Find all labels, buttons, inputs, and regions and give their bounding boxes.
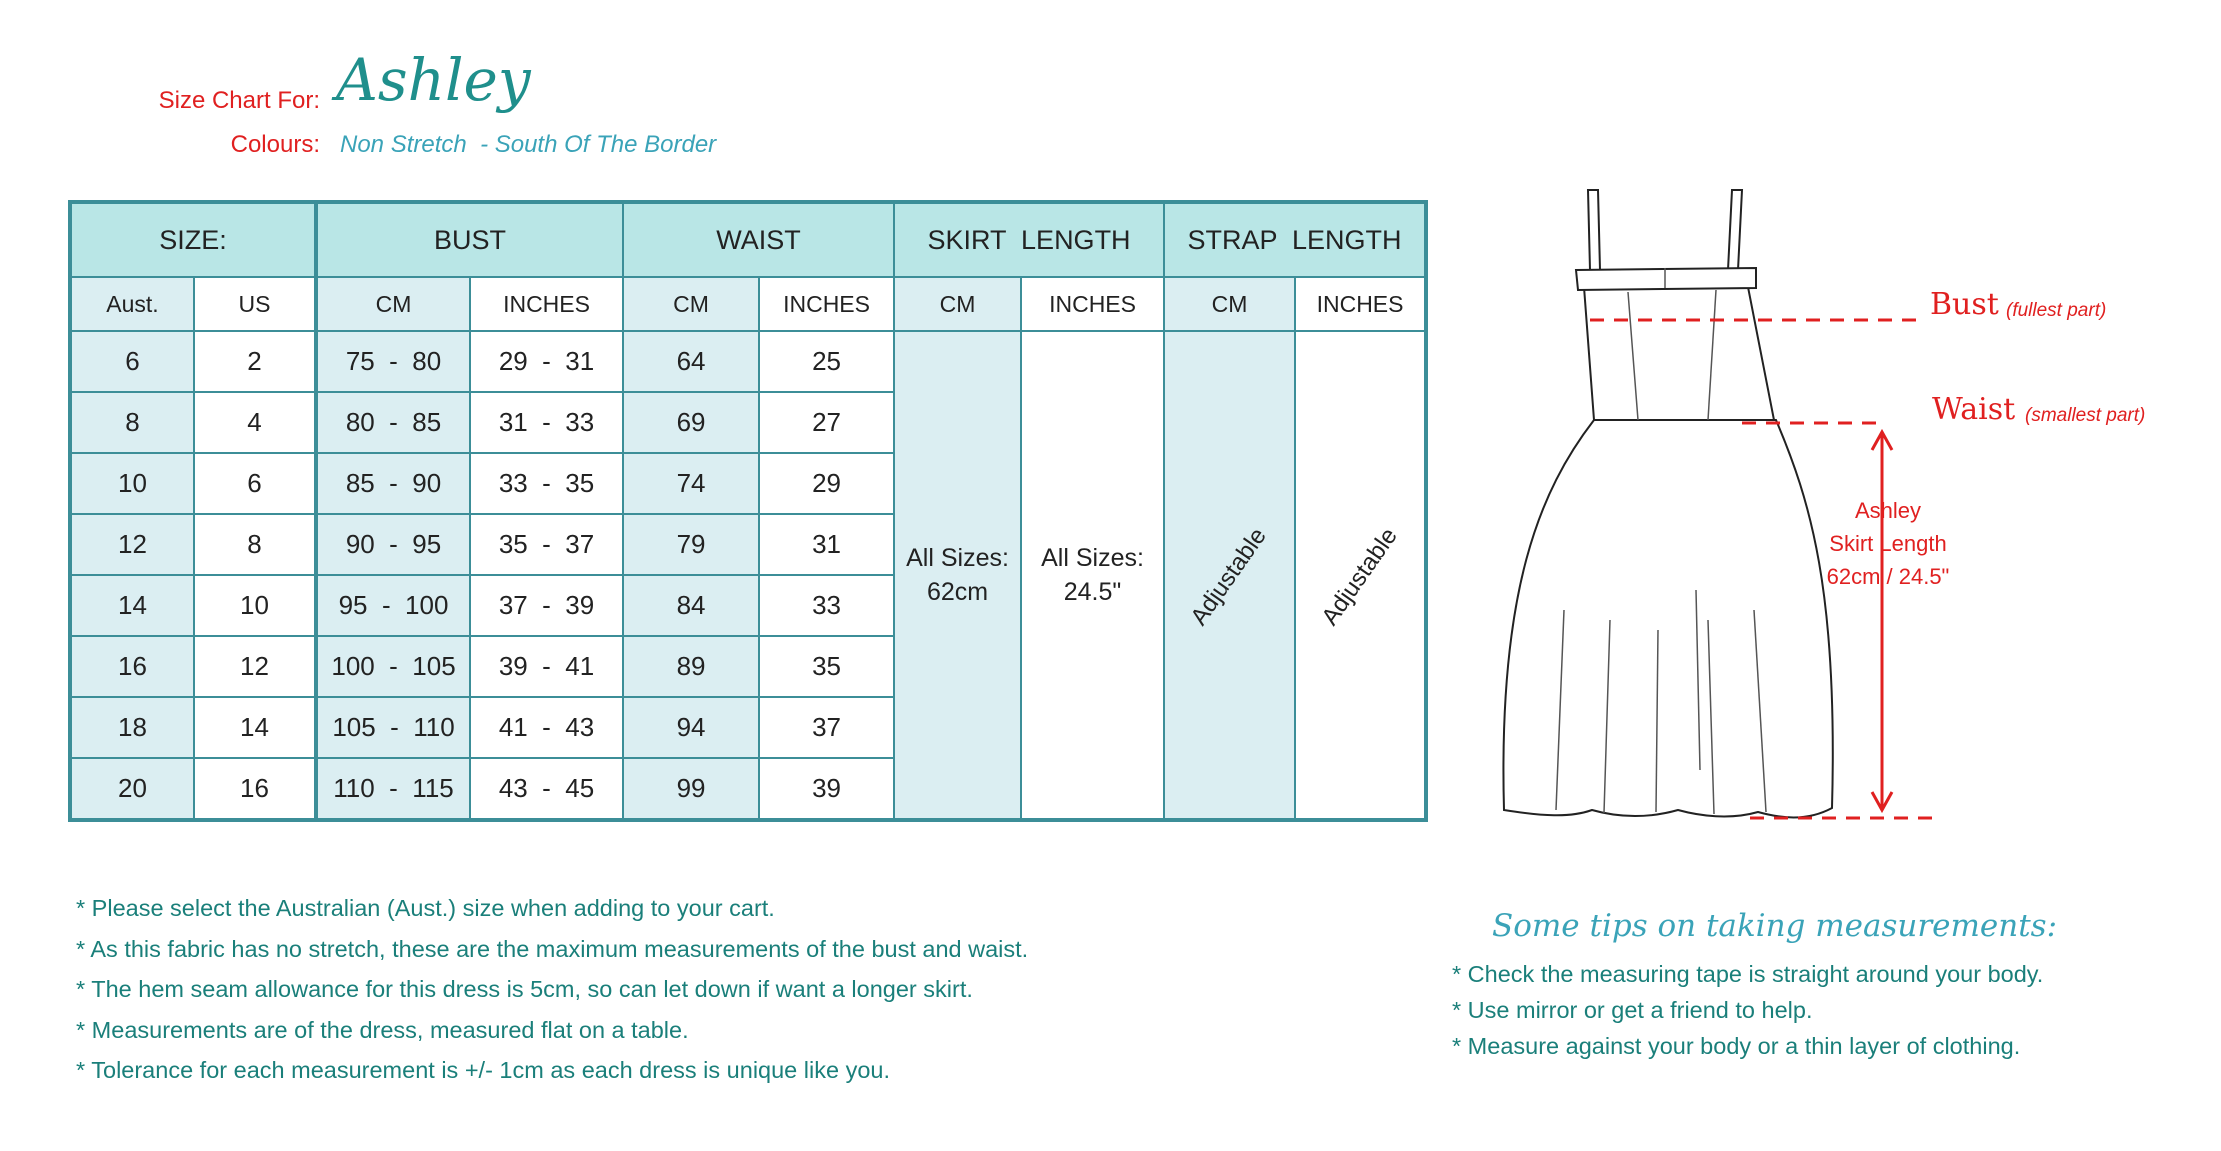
- bust-band: [1576, 268, 1756, 290]
- cell-bust-cm: 90 - 95: [316, 514, 470, 575]
- colours-value: Non Stretch - South Of The Border: [340, 131, 717, 158]
- right-strap: [1728, 190, 1742, 270]
- skirt-note-line2: Skirt Length: [1829, 531, 1947, 556]
- cell-waist-cm: 69: [623, 392, 759, 453]
- waist-sub-label: (smallest part): [2025, 405, 2146, 426]
- skirt-note-line3: 62cm / 24.5": [1826, 564, 1950, 589]
- note-item: * Measurements are of the dress, measured flat on a table.: [76, 1016, 689, 1043]
- note-item: * As this fabric has no stretch, these are the maximum measurements of the bust and waist.: [76, 935, 1029, 962]
- cell-aust: 12: [70, 514, 194, 575]
- cell-waist-cm: 74: [623, 453, 759, 514]
- dress-bodice: [1584, 287, 1774, 420]
- cell-us: 2: [194, 331, 316, 392]
- subheader-bust-cm: CM: [316, 277, 470, 331]
- tips-title: Some tips on taking measurements:: [1492, 908, 2058, 944]
- cell-bust-inches: 29 - 31: [470, 331, 623, 392]
- skirt-inches-cell: [1021, 331, 1164, 820]
- cell-waist-cm: 84: [623, 575, 759, 636]
- subheader-strap-cm: CM: [1164, 277, 1295, 331]
- skirt-note-line1: Ashley: [1854, 498, 1922, 523]
- cell-aust: 20: [70, 758, 194, 820]
- note-item: * Please select the Australian (Aust.) size when adding to your cart.: [76, 895, 775, 921]
- cell-bust-cm: 95 - 100: [316, 575, 470, 636]
- cell-us: 16: [194, 758, 316, 820]
- size-chart-label: Size Chart For:: [158, 87, 320, 114]
- skirt-cm-line2: 62cm: [926, 578, 989, 606]
- tips-list: [1452, 956, 2043, 1064]
- notes-list: [76, 888, 1028, 1091]
- cell-bust-cm: 105 - 110: [316, 697, 470, 758]
- cell-us: 10: [194, 575, 316, 636]
- cell-us: 14: [194, 697, 316, 758]
- cell-bust-cm: 80 - 85: [316, 392, 470, 453]
- cell-bust-inches: 31 - 33: [470, 392, 623, 453]
- cell-waist-inches: 27: [759, 392, 894, 453]
- cell-waist-inches: 33: [759, 575, 894, 636]
- cell-aust: 6: [70, 331, 194, 392]
- strap-cm-cell: [1164, 331, 1295, 820]
- cell-aust: 18: [70, 697, 194, 758]
- cell-aust: 10: [70, 453, 194, 514]
- bust-sub-label: (fullest part): [2006, 300, 2107, 321]
- note-item: * The hem seam allowance for this dress is 5cm, so can let down if want a longer skirt.: [76, 976, 973, 1002]
- subheader-skirt-cm: CM: [894, 277, 1021, 331]
- product-name: Ashley: [336, 46, 531, 114]
- cell-us: 8: [194, 514, 316, 575]
- cell-waist-cm: 99: [623, 758, 759, 820]
- strap-inches-cell: [1295, 331, 1426, 820]
- strap-inches-value: Adjustable: [1316, 522, 1403, 630]
- cell-waist-cm: 79: [623, 514, 759, 575]
- cell-waist-inches: 35: [759, 636, 894, 697]
- left-strap: [1588, 190, 1600, 270]
- skirt-length-note: [1788, 494, 1988, 593]
- group-header-row: [70, 202, 1426, 277]
- cell-aust: 8: [70, 392, 194, 453]
- colours-label: Colours:: [230, 131, 320, 158]
- subheader-skirt-inches: INCHES: [1021, 277, 1164, 331]
- cell-bust-inches: 35 - 37: [470, 514, 623, 575]
- cell-waist-inches: 25: [759, 331, 894, 392]
- cell-waist-cm: 64: [623, 331, 759, 392]
- tip-item: * Use mirror or get a friend to help.: [1452, 997, 1813, 1023]
- tip-item: * Check the measuring tape is straight around your body.: [1452, 961, 2044, 987]
- cell-bust-inches: 33 - 35: [470, 453, 623, 514]
- cell-bust-inches: 39 - 41: [470, 636, 623, 697]
- strap-cm-value: Adjustable: [1185, 522, 1273, 630]
- group-waist: WAIST: [623, 202, 894, 277]
- group-skirt-length: SKIRT LENGTH: [894, 202, 1164, 277]
- group-size: SIZE:: [70, 202, 316, 277]
- group-strap-length: STRAP LENGTH: [1164, 202, 1426, 277]
- cell-bust-cm: 75 - 80: [316, 331, 470, 392]
- skirt-cm-line1: All Sizes:: [906, 544, 1009, 572]
- skirt-inches-line2: 24.5": [1063, 578, 1122, 606]
- subheader-aust: Aust.: [70, 277, 194, 331]
- cell-bust-cm: 110 - 115: [316, 758, 470, 820]
- subheader-waist-cm: CM: [623, 277, 759, 331]
- cell-us: 6: [194, 453, 316, 514]
- sub-header-row: [70, 277, 1426, 331]
- subheader-waist-inches: INCHES: [759, 277, 894, 331]
- bust-label: Bust: [1930, 287, 1999, 322]
- cell-us: 12: [194, 636, 316, 697]
- cell-us: 4: [194, 392, 316, 453]
- cell-bust-inches: 37 - 39: [470, 575, 623, 636]
- cell-waist-inches: 37: [759, 697, 894, 758]
- cell-aust: 14: [70, 575, 194, 636]
- cell-waist-inches: 31: [759, 514, 894, 575]
- skirt-cm-cell: [894, 331, 1021, 820]
- cell-waist-cm: 94: [623, 697, 759, 758]
- tip-item: * Measure against your body or a thin layer of clothing.: [1452, 1033, 2021, 1059]
- dress-skirt: [1503, 420, 1832, 818]
- cell-aust: 16: [70, 636, 194, 697]
- subheader-bust-inches: INCHES: [470, 277, 623, 331]
- cell-bust-inches: 43 - 45: [470, 758, 623, 820]
- cell-waist-inches: 29: [759, 453, 894, 514]
- cell-bust-inches: 41 - 43: [470, 697, 623, 758]
- subheader-strap-inches: INCHES: [1295, 277, 1426, 331]
- table-row: [70, 331, 1426, 392]
- skirt-inches-line1: All Sizes:: [1041, 544, 1144, 572]
- subheader-us: US: [194, 277, 316, 331]
- note-item: * Tolerance for each measurement is +/- 1cm as each dress is unique like you.: [76, 1057, 890, 1083]
- group-bust: BUST: [316, 202, 623, 277]
- cell-bust-cm: 100 - 105: [316, 636, 470, 697]
- cell-waist-cm: 89: [623, 636, 759, 697]
- size-table: [68, 200, 1428, 822]
- waist-label: Waist: [1932, 392, 2016, 427]
- cell-waist-inches: 39: [759, 758, 894, 820]
- cell-bust-cm: 85 - 90: [316, 453, 470, 514]
